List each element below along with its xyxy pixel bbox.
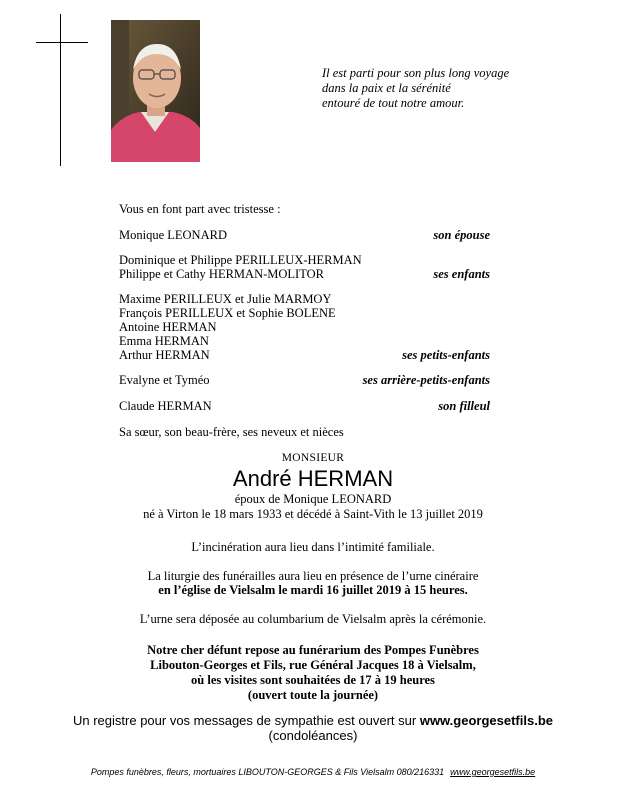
- registry-sub: (condoléances): [268, 728, 358, 743]
- deceased-name: André HERMAN: [232, 466, 394, 491]
- family-row: [119, 373, 490, 387]
- cremation-notice: L’incinération aura lieu dans l’intimité familiale.: [191, 540, 435, 554]
- family-name: Dominique et Philippe PERILLEUX-HERMAN: [119, 253, 362, 267]
- family-relation: ses enfants: [433, 267, 490, 281]
- deceased-title: MONSIEUR: [281, 452, 345, 464]
- family-relation: son épouse: [433, 228, 490, 242]
- family-name: Sa sœur, son beau-frère, ses neveux et nièces: [119, 425, 344, 439]
- visitation-line: où les visites sont souhaitées de 17 à 19 heures: [191, 673, 435, 687]
- family-name: Evalyne et Tyméo: [119, 373, 210, 387]
- poem-line: entouré de tout notre amour.: [322, 96, 465, 110]
- family-relation: ses arrière-petits-enfants: [362, 373, 490, 387]
- family-group-spouse: [119, 228, 490, 242]
- portrait-photo: [111, 20, 200, 162]
- family-name: Antoine HERMAN: [119, 320, 217, 334]
- family-row: [119, 253, 490, 267]
- family-row: [119, 348, 490, 362]
- family-row: [119, 292, 490, 306]
- deceased-spouse: époux de Monique LEONARD: [234, 492, 392, 506]
- family-group-children: [119, 253, 490, 281]
- announcement: Vous en font part avec tristesse :: [119, 202, 281, 216]
- poem: [322, 66, 509, 111]
- family-name: Emma HERMAN: [119, 334, 209, 348]
- family-row: [119, 320, 490, 334]
- family-row: [119, 228, 490, 242]
- family-group-others: [119, 425, 490, 439]
- family-row: [119, 306, 490, 320]
- liturgy-location: en l’église de Vielsalm le mardi 16 juillet 2019 à 15 heures.: [158, 583, 468, 597]
- family-group-grandchildren: [119, 292, 490, 362]
- family-row: [119, 399, 490, 413]
- family-name: Philippe et Cathy HERMAN-MOLITOR: [119, 267, 324, 281]
- family-name: Maxime PERILLEUX et Julie MARMOY: [119, 292, 332, 306]
- family-relation: ses petits-enfants: [402, 348, 490, 362]
- family-group-godson: [119, 399, 490, 413]
- footer: [0, 767, 626, 777]
- deceased-birth-death: né à Virton le 18 mars 1933 et décédé à Saint-Vith le 13 juillet 2019: [143, 507, 483, 521]
- family-name: Claude HERMAN: [119, 399, 212, 413]
- cross-vertical: [60, 14, 61, 166]
- cross-horizontal: [36, 42, 88, 43]
- visitation-line: Notre cher défunt repose au funérarium des Pompes Funèbres: [147, 643, 479, 657]
- family-name: Arthur HERMAN: [119, 348, 210, 362]
- portrait-illustration: [111, 20, 200, 162]
- footer-text: Pompes funèbres, fleurs, mortuaires LIBOUTON-GEORGES & Fils Vielsalm 080/216331: [90, 767, 445, 777]
- poem-line: Il est parti pour son plus long voyage: [322, 66, 510, 80]
- family-relation: son filleul: [438, 399, 490, 413]
- family-row: [119, 334, 490, 348]
- registry-line: [0, 713, 626, 728]
- registry-site-link[interactable]: www.georgesetfils.be: [419, 713, 553, 728]
- liturgy-notice: La liturgie des funérailles aura lieu en présence de l’urne cinéraire: [147, 569, 479, 583]
- urn-notice: L’urne sera déposée au columbarium de Vielsalm après la cérémonie.: [139, 612, 487, 626]
- visitation-line: (ouvert toute la journée): [247, 688, 379, 702]
- visitation-line: Libouton-Georges et Fils, rue Général Jacques 18 à Vielsalm,: [150, 658, 476, 672]
- family-name: François PERILLEUX et Sophie BOLENE: [119, 306, 336, 320]
- footer-link[interactable]: www.georgesetfils.be: [450, 767, 536, 777]
- family-name: Monique LEONARD: [119, 228, 227, 242]
- family-row: [119, 267, 490, 281]
- family-row: [119, 425, 490, 439]
- poem-line: dans la paix et la sérénité: [322, 81, 451, 95]
- family-group-great-grandchildren: [119, 373, 490, 387]
- registry-notice: [0, 713, 626, 743]
- registry-text: Un registre pour vos messages de sympathie est ouvert sur: [73, 713, 420, 728]
- visitation-notice: [0, 643, 626, 703]
